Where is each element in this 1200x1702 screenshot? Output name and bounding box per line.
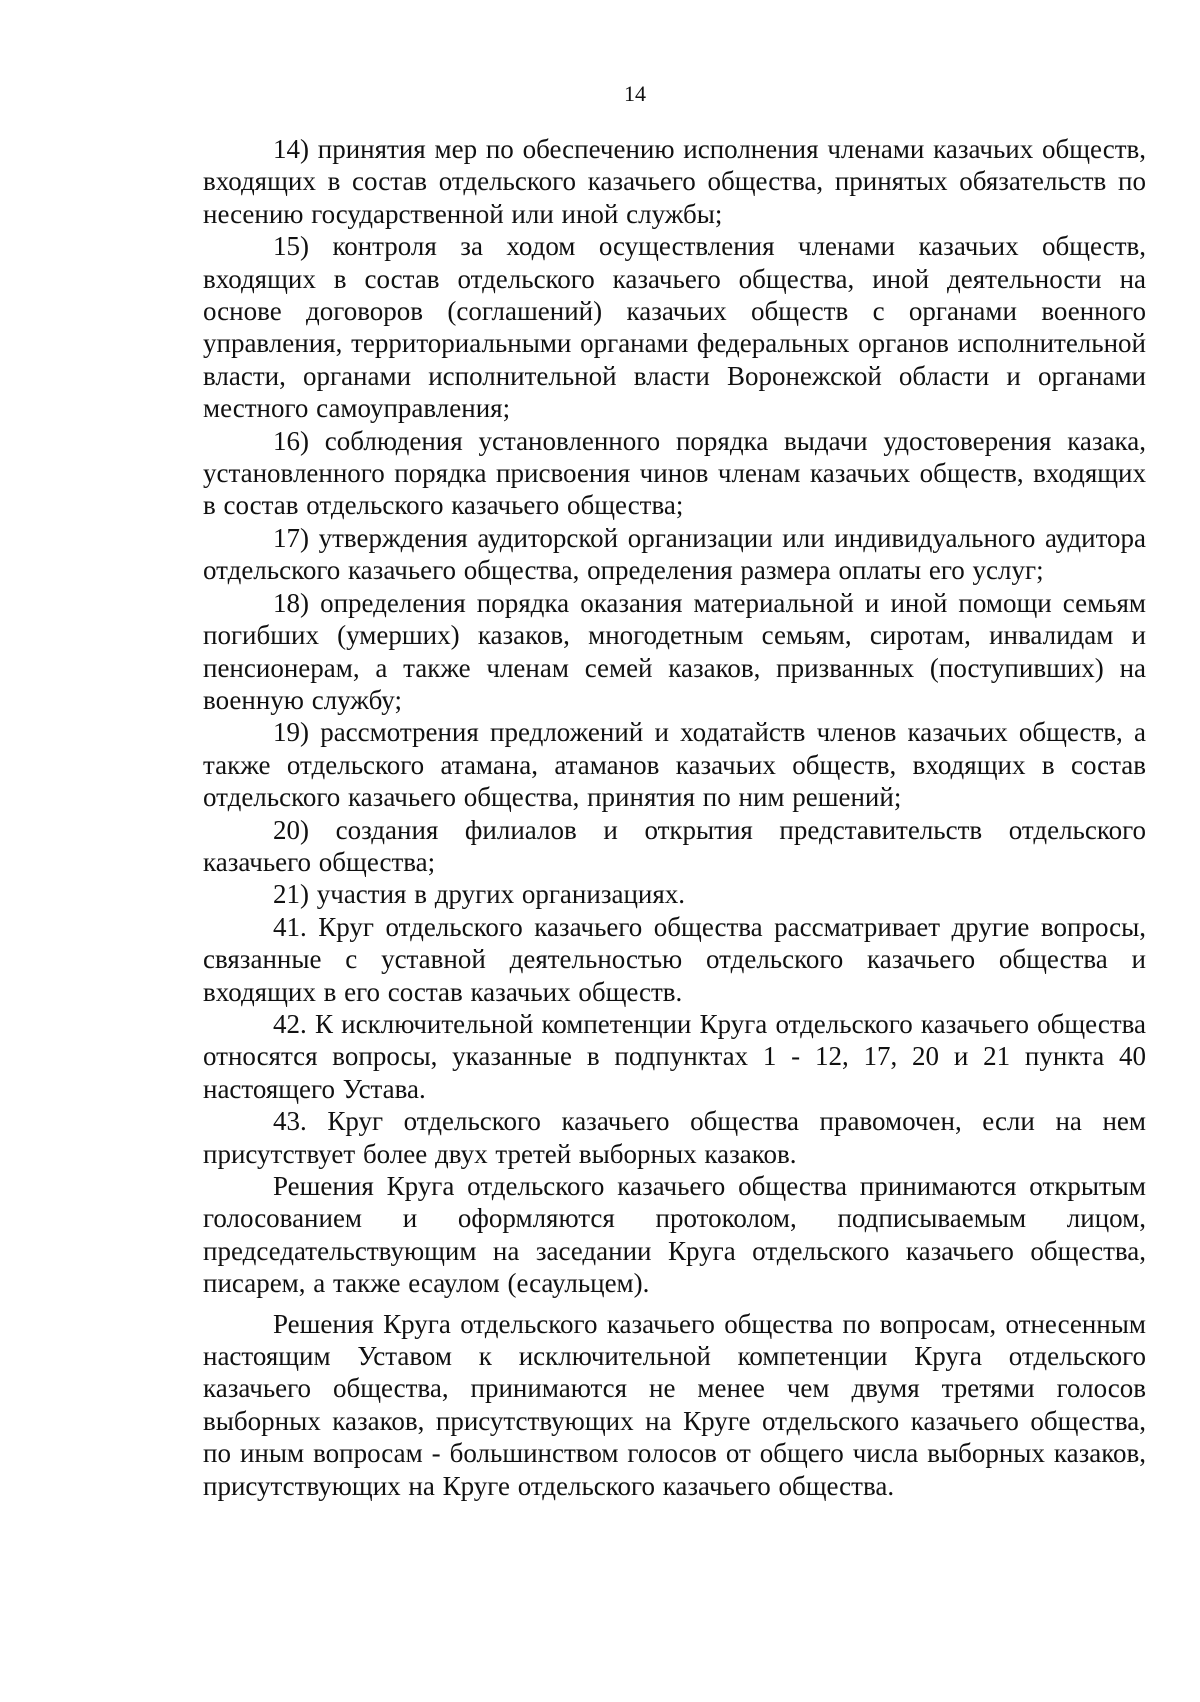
paragraph-item-16: 16) соблюдения установленного порядка выдачи удостоверения казака, установленного порядка присвоения чинов членам казачьих обществ, входящих в состав отдельского казачьего общества;: [203, 425, 1146, 521]
paragraph-clause-43: 43. Круг отдельского казачьего общества правомочен, если на нем присутствует более двух третей выборных казаков.: [203, 1106, 1146, 1169]
paragraph-item-18: 18) определения порядка оказания материальной и иной помощи семьям погибших (умерших) казаков, многодетным семьям, сиротам, инвалидам и пенсионерам, а также членам семей казаков, призванных (поступивших) на военную службу;: [203, 587, 1146, 715]
paragraph-item-15: 15) контроля за ходом осуществления членами казачьих обществ, входящих в состав отдельского казачьего общества, иной деятельности на основе договоров (соглашений) казачьих обществ с органами военного управления, территориальными органами федеральных органов исполнительной власти, органами исполнительной власти Воронежской области и органами местного самоуправления;: [203, 231, 1146, 424]
paragraph-clause-42: 42. К исключительной компетенции Круга отдельского казачьего общества относятся вопросы, указанные в подпунктах 1 - 12, 17, 20 и 21 пункта 40 настоящего Устава.: [203, 1008, 1146, 1104]
paragraph-item-21: 21) участия в других организациях.: [273, 879, 686, 910]
page-number: 14: [624, 81, 646, 106]
paragraph-decisions-majority: Решения Круга отдельского казачьего общества по вопросам, отнесенным настоящим Уставом к исключительной компетенции Круга отдельского казачьего общества, принимаются не менее чем двумя третями голосов выборных казаков, присутствующих на Круге отдельского казачьего общества, по иным вопросам - большинством голосов от общего числа выборных казаков, присутствующих на Круге отдельского казачьего общества.: [203, 1308, 1146, 1501]
paragraph-item-17: 17) утверждения аудиторской организации или индивидуального аудитора отдельского казачьего общества, определения размера оплаты его услуг;: [203, 522, 1146, 586]
paragraph-item-14: 14) принятия мер по обеспечению исполнения членами казачьих обществ, входящих в состав отдельского казачьего общества, принятых обязательств по несению государственной или иной службы;: [203, 134, 1146, 229]
paragraph-decisions-open-vote: Решения Круга отдельского казачьего общества принимаются открытым голосованием и оформляются протоколом, подписываемым лицом, председательствующим на заседании Круга отдельского казачьего общества, писарем, а также есаулом (есаульцем).: [203, 1171, 1146, 1299]
paragraph-item-19: 19) рассмотрения предложений и ходатайств членов казачьих обществ, а также отдельского атамана, атаманов казачьих обществ, входящих в состав отдельского казачьего общества, принятия по ним решений;: [203, 717, 1146, 813]
paragraph-clause-41: 41. Круг отдельского казачьего общества рассматривает другие вопросы, связанные с уставной деятельностью отдельского казачьего общества и входящих в его состав казачьих обществ.: [203, 911, 1146, 1007]
paragraph-item-20: 20) создания филиалов и открытия представительств отдельского казачьего общества;: [203, 814, 1146, 877]
document-body: [203, 133, 1146, 1502]
